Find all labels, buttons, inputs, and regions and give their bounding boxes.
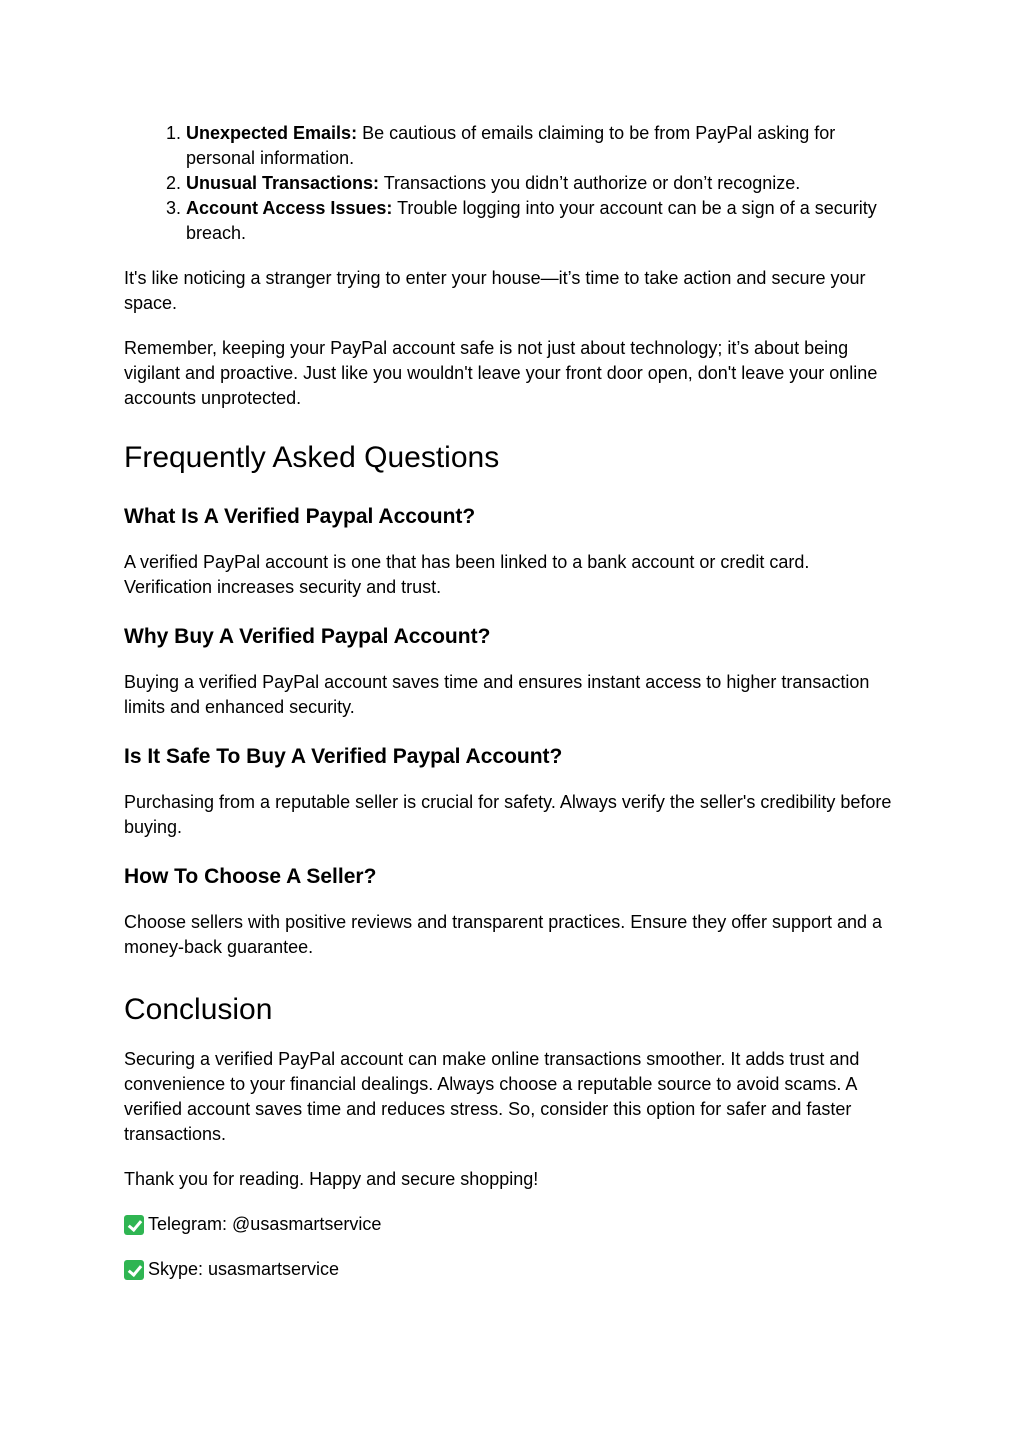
faq-answer: A verified PayPal account is one that has been linked to a bank account or credit card. Verification increases security and trust.: [124, 552, 810, 597]
faq-question: What Is A Verified Paypal Account?: [124, 505, 476, 528]
list-item-term: Unusual Transactions:: [186, 173, 380, 193]
list-item-text: Trouble logging into your account can be a sign of a security breach.: [186, 198, 877, 243]
paragraph-stranger: It's like noticing a stranger trying to enter your house—it’s time to take action and secure your space.: [124, 268, 866, 313]
check-mark-icon: [124, 1260, 144, 1280]
faq-heading: Frequently Asked Questions: [124, 441, 500, 474]
thanks-paragraph: Thank you for reading. Happy and secure shopping!: [124, 1169, 539, 1189]
faq-answer: Purchasing from a reputable seller is crucial for safety. Always verify the seller's credibility before buying.: [124, 792, 892, 837]
contact-skype: [124, 1257, 900, 1282]
contact-text: Telegram: @usasmartservice: [148, 1214, 382, 1234]
conclusion-paragraph: Securing a verified PayPal account can make online transactions smoother. It adds trust and convenience to your financial dealings. Always choose a reputable source to avoid scams. A verified account saves time and reduces stress. So, consider this option for safer and faster transactions.: [124, 1049, 860, 1144]
list-item-term: Unexpected Emails:: [186, 123, 358, 143]
warning-signs-list: [124, 121, 900, 246]
list-item: [186, 171, 900, 196]
faq-question: How To Choose A Seller?: [124, 865, 377, 888]
list-item-text: Transactions you didn’t authorize or don’t recognize.: [379, 173, 801, 193]
contact-text: Skype: usasmartservice: [148, 1259, 340, 1279]
contact-telegram: [124, 1212, 900, 1237]
conclusion-heading: Conclusion: [124, 993, 273, 1026]
faq-answer: Choose sellers with positive reviews and transparent practices. Ensure they offer support and a money-back guarantee.: [124, 912, 883, 957]
paragraph-remember: Remember, keeping your PayPal account safe is not just about technology; it’s about being vigilant and proactive. Just like you wouldn't leave your front door open, don't leave your online accounts unprotected.: [124, 338, 878, 408]
list-item-text: Be cautious of emails claiming to be from PayPal asking for personal information.: [186, 123, 836, 168]
check-mark-icon: [124, 1215, 144, 1235]
faq-answer: Buying a verified PayPal account saves time and ensures instant access to higher transaction limits and enhanced security.: [124, 672, 870, 717]
list-item: [186, 121, 900, 171]
faq-question: Is It Safe To Buy A Verified Paypal Account?: [124, 745, 563, 768]
faq-question: Why Buy A Verified Paypal Account?: [124, 625, 491, 648]
document-page: [124, 121, 900, 1282]
list-item-term: Account Access Issues:: [186, 198, 393, 218]
list-item: [186, 196, 900, 246]
